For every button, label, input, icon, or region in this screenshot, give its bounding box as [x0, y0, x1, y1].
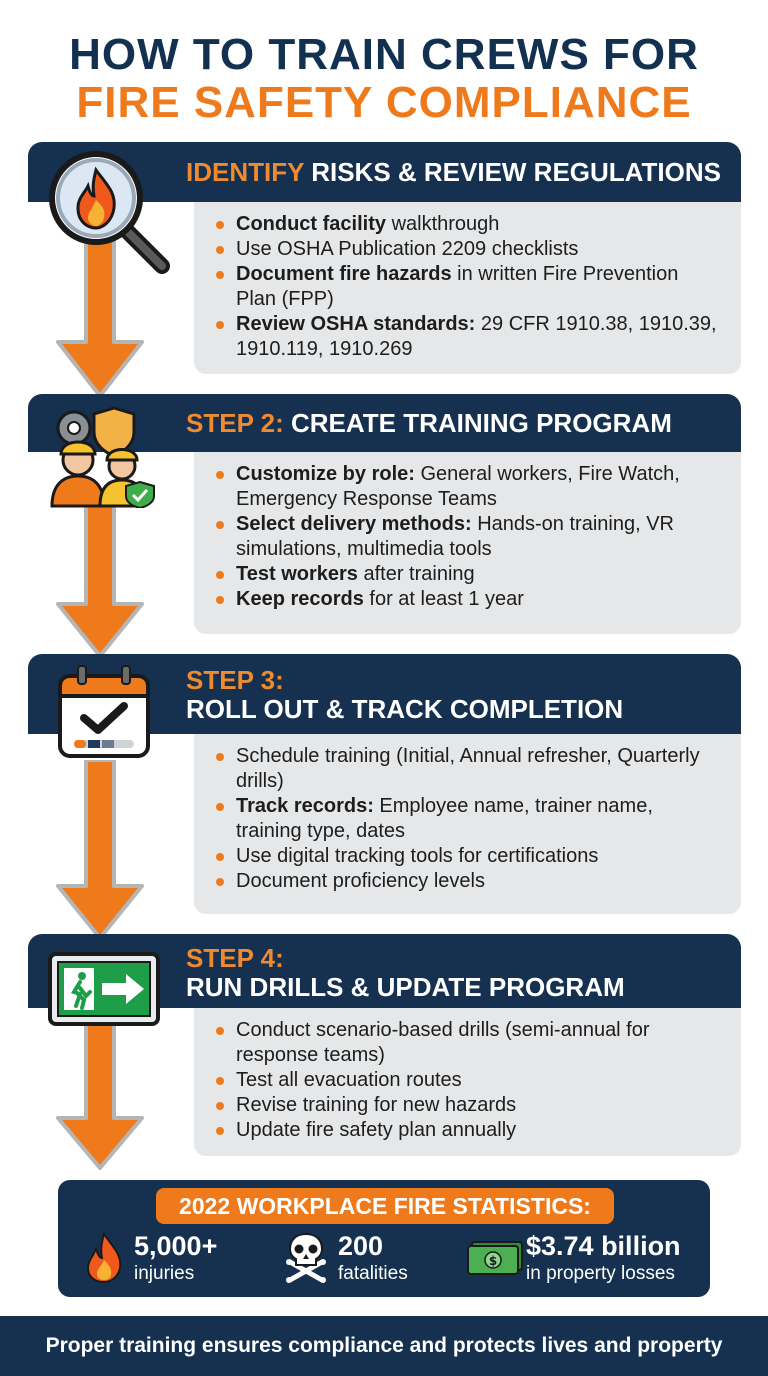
svg-text:$: $ — [488, 1254, 498, 1268]
list-item: Keep records for at least 1 year — [236, 587, 721, 612]
step-1-bullets — [194, 202, 741, 362]
list-item: Use digital tracking tools for certifications — [236, 844, 721, 869]
step-2-bullets — [194, 452, 741, 612]
money-bill-icon — [466, 1240, 524, 1276]
list-item: Schedule training (Initial, Annual refresher, Quarterly drills) — [236, 744, 721, 794]
magnifier-fire-icon — [46, 148, 172, 274]
step-4-panel — [194, 1008, 741, 1156]
list-item: Conduct scenario-based drills (semi-annual for response teams) — [236, 1018, 721, 1068]
list-item: Revise training for new hazards — [236, 1093, 721, 1118]
list-item: Test workers after training — [236, 562, 721, 587]
step-3-panel — [194, 734, 741, 914]
list-item: Document fire hazards in written Fire Prevention Plan (FPP) — [236, 262, 721, 312]
list-item: Update fire safety plan annually — [236, 1118, 721, 1143]
workers-gear-shield-icon — [48, 402, 160, 508]
calendar-check-icon — [56, 664, 152, 760]
stat-value: 200 — [338, 1231, 384, 1261]
list-item: Track records: Employee name, trainer name, training type, dates — [236, 794, 721, 844]
list-item: Document proficiency levels — [236, 869, 721, 894]
step-3-heading: STEP 3: ROLL OUT & TRACK COMPLETION — [186, 665, 624, 724]
list-item: Customize by role: General workers, Fire Watch, Emergency Response Teams — [236, 462, 721, 512]
step-3-bullets — [194, 734, 741, 894]
stat-label: fatalities — [338, 1263, 408, 1284]
stat-label: injuries — [134, 1263, 195, 1284]
stat-property-losses — [526, 1230, 681, 1286]
stat-label: in property losses — [526, 1263, 675, 1284]
step-1-panel — [194, 202, 741, 374]
stats-panel — [58, 1180, 710, 1297]
stat-injuries — [134, 1230, 217, 1286]
page-title-line-1: HOW TO TRAIN CREWS FOR — [69, 30, 699, 79]
stats-heading: 2022 WORKPLACE FIRE STATISTICS: — [156, 1188, 614, 1224]
stat-fatalities — [338, 1230, 408, 1286]
skull-crossbones-icon — [284, 1232, 328, 1284]
list-item: Conduct facility walkthrough — [236, 212, 721, 237]
step-2-heading: STEP 2: CREATE TRAINING PROGRAM — [186, 408, 672, 438]
page-title-line-2: FIRE SAFETY COMPLIANCE — [76, 78, 692, 127]
list-item: Use OSHA Publication 2209 checklists — [236, 237, 721, 262]
flame-icon — [84, 1232, 124, 1284]
list-item: Test all evacuation routes — [236, 1068, 721, 1093]
exit-sign-icon — [48, 952, 160, 1026]
stat-value: 5,000+ — [134, 1231, 218, 1261]
step-4-heading: STEP 4: RUN DRILLS & UPDATE PROGRAM — [186, 943, 625, 1002]
step-4-bullets — [194, 1008, 741, 1143]
list-item: Select delivery methods: Hands-on training, VR simulations, multimedia tools — [236, 512, 721, 562]
footer-banner: Proper training ensures compliance and protects lives and property — [0, 1316, 768, 1376]
list-item: Review OSHA standards: 29 CFR 1910.38, 1910.39, 1910.119, 1910.269 — [236, 312, 721, 362]
stat-value: $3.74 billion — [526, 1231, 681, 1261]
step-1-heading: IDENTIFY RISKS & REVIEW REGULATIONS — [186, 157, 721, 187]
step-2-panel — [194, 452, 741, 634]
